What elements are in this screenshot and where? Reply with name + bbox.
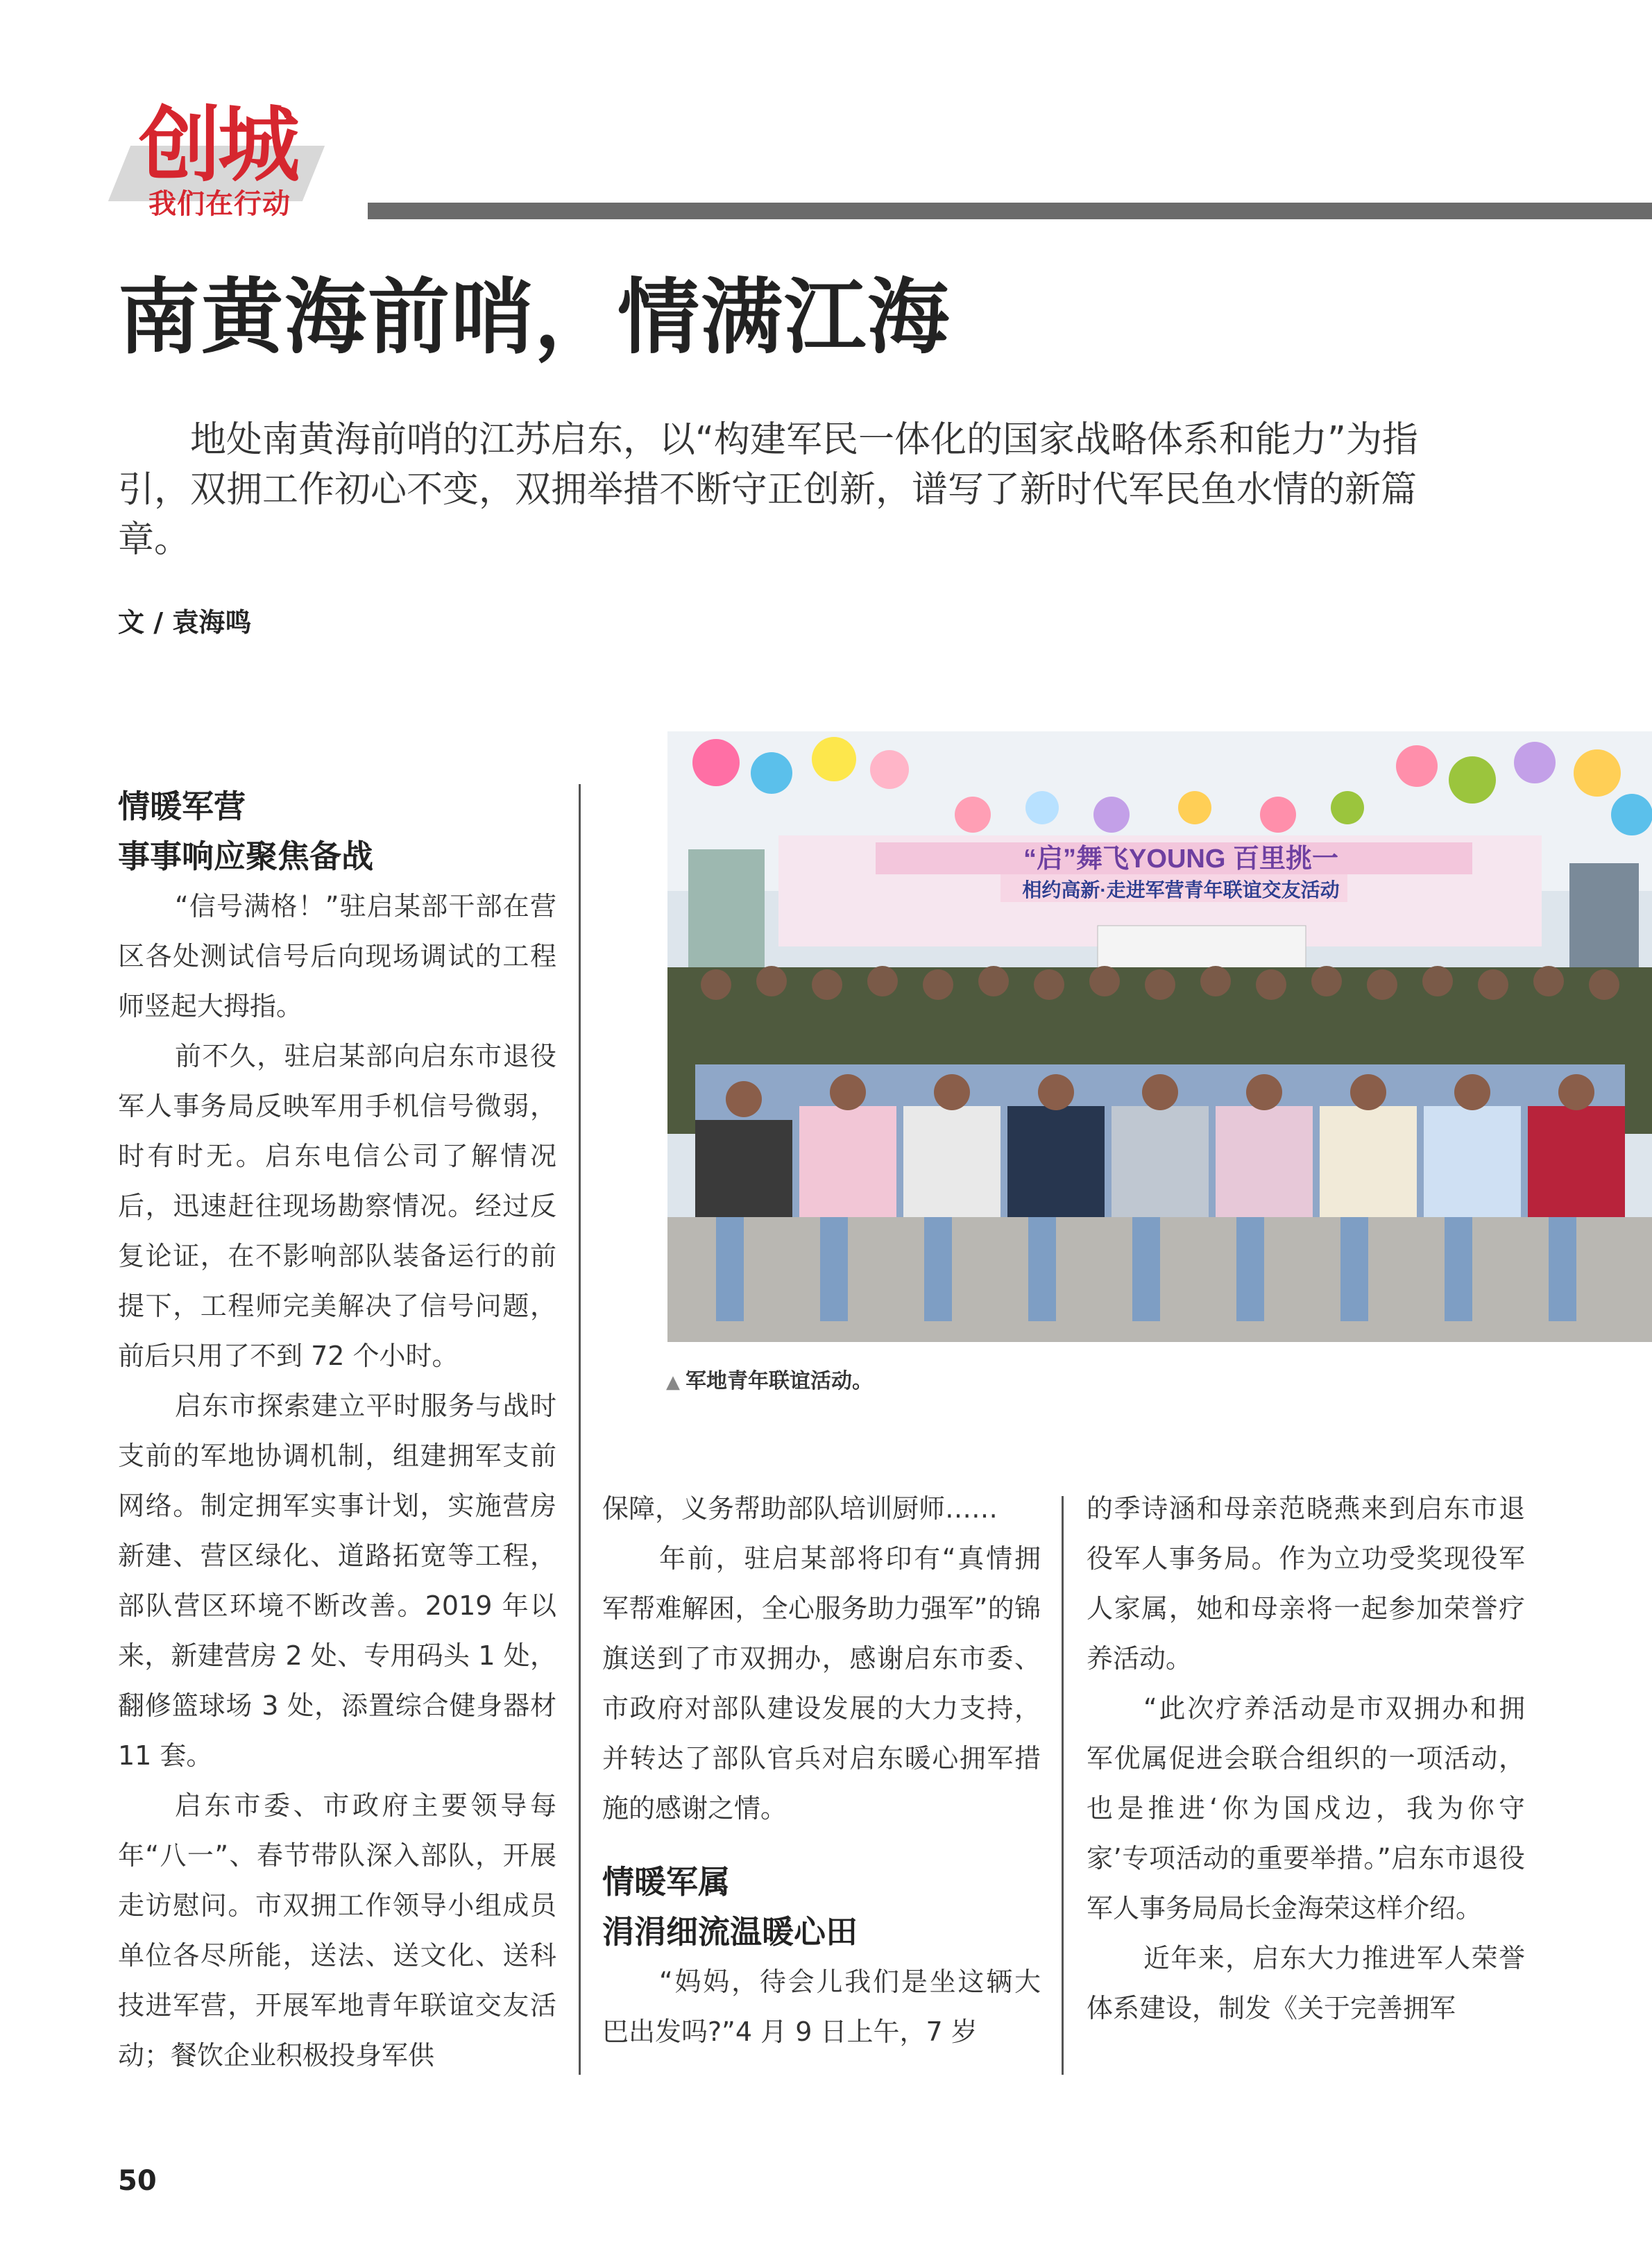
header-rule	[368, 203, 1652, 219]
article-lead: 地处南黄海前哨的江苏启东，以“构建军民一体化的国家战略体系和能力”为指引，双拥工作初心不变，双拥举措不断守正创新，谱写了新时代军民鱼水情的新篇章。	[118, 419, 1418, 561]
group-photo-illustration	[667, 731, 1652, 1342]
section-subheading: 事事响应聚焦备战	[118, 838, 373, 875]
text-column-2	[602, 1484, 1041, 2057]
text-column-3	[1087, 1484, 1525, 2033]
section-logo-title: 创城	[139, 97, 298, 193]
paragraph: 保障，义务帮助部队培训厨师……	[602, 1493, 998, 1524]
photo-banner-line1: “启”舞飞YOUNG 百里挑一	[1023, 844, 1338, 874]
page-number: 50	[118, 2165, 157, 2197]
paragraph: 前不久，驻启某部向启东市退役军人事务局反映军用手机信号微弱，时有时无。启东电信公司了解情况后，迅速赶往现场勘察情况。经过反复论证，在不影响部队装备运行的前提下，工程师完美解决了信号问题，前后只用了不到 72 个小时。	[118, 1041, 556, 1371]
section-heading: 情暖军属	[602, 1863, 730, 1901]
article-byline: 文 / 袁海鸣	[118, 607, 252, 638]
paragraph: 启东市探索建立平时服务与战时支前的军地协调机制，组建拥军支前网络。制定拥军实事计划，实施营房新建、营区绿化、道路拓宽等工程，部队营区环境不断改善。2019 年以来，新建营房 2 处、专用码头 1 处，翻修篮球场 3 处，添置综合健身器材 11 套。	[118, 1391, 556, 1771]
paragraph: 启东市委、市政府主要领导每年“八一”、春节带队深入部队，开展走访慰问。市双拥工作领导小组成员单位各尽所能，送法、送文化、送科技进军营，开展军地青年联谊交友活动；餐饮企业积极投身军供	[118, 1790, 556, 2071]
section-heading: 情暖军营	[118, 788, 246, 825]
paragraph: 近年来，启东大力推进军人荣誉体系建设，制发《关于完善拥军	[1087, 1943, 1525, 2023]
section-subheading: 涓涓细流温暖心田	[602, 1913, 858, 1951]
photo-banner-line2: 相约高新·走进军营青年联谊交友活动	[1022, 879, 1340, 901]
paragraph: “信号满格！”驻启某部干部在营区各处测试信号后向现场调试的工程师竖起大拇指。	[118, 891, 556, 1021]
column-divider	[1062, 1496, 1064, 2075]
triangle-icon: ▲	[666, 1372, 680, 1393]
photo-caption-text: 军地青年联谊活动。	[686, 1369, 873, 1393]
paragraph: 年前，驻启某部将印有“真情拥军帮难解困，全心服务助力强军”的锦旗送到了市双拥办，感谢启东市委、市政府对部队建设发展的大力支持，并转达了部队官兵对启东暖心拥军措施的感谢之情。	[602, 1543, 1041, 1824]
section-logo-subtitle: 我们在行动	[148, 188, 291, 220]
article-title: 南黄海前哨，情满江海	[118, 269, 951, 365]
group-photo	[667, 731, 1652, 1342]
photo-caption	[666, 1364, 873, 1394]
paragraph: “此次疗养活动是市双拥办和拥军优属促进会联合组织的一项活动，也是推进‘你为国戍边，我为你守家’专项活动的重要举措。”启东市退役军人事务局局长金海荣这样介绍。	[1087, 1693, 1525, 1923]
paragraph: “妈妈，待会儿我们是坐这辆大巴出发吗?”4 月 9 日上午，7 岁	[602, 1967, 1041, 2047]
text-column-1	[118, 781, 556, 2080]
column-divider	[579, 784, 581, 2075]
paragraph: 的季诗涵和母亲范晓燕来到启东市退役军人事务局。作为立功受奖现役军人家属，她和母亲将一起参加荣誉疗养活动。	[1087, 1493, 1525, 1674]
